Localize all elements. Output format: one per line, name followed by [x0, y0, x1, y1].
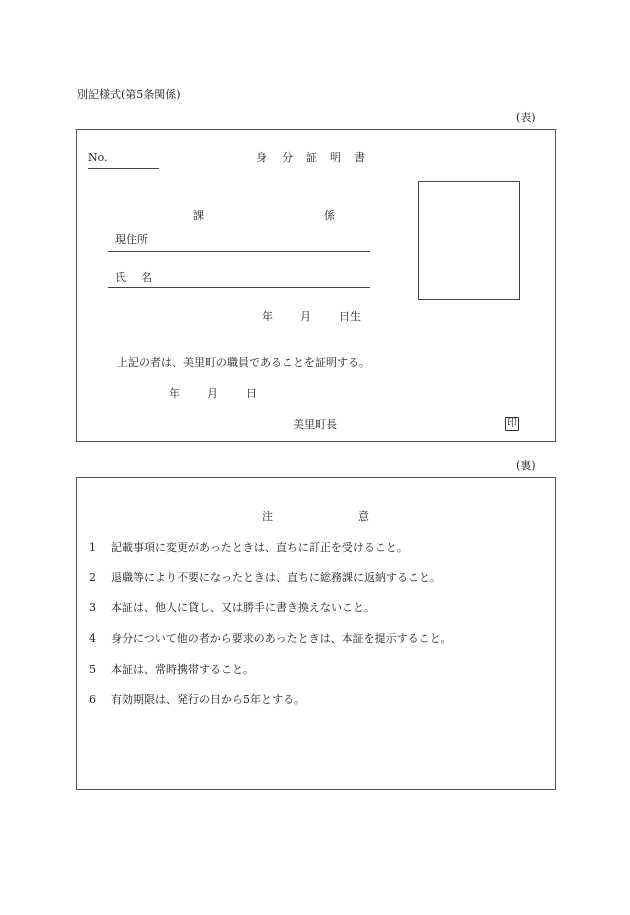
form-label: 別記様式(第5条関係) [77, 88, 181, 101]
name-label-char: 名 [141, 271, 152, 284]
note-text: 本証は、常時携帯すること。 [111, 663, 254, 676]
issue-day-label: 日 [246, 387, 257, 400]
back-label: (裏) [516, 459, 536, 472]
front-title-char: 明 [330, 151, 341, 164]
front-label: (表) [516, 111, 536, 124]
note-text: 身分について他の者から要求のあったときは、本証を提示すること。 [111, 632, 452, 645]
birth-month-label: 月 [300, 310, 311, 323]
name-underline [108, 287, 370, 288]
seal-box: 印 [507, 418, 517, 429]
note-text: 記載事項に変更があったときは、直ちに訂正を受けること。 [111, 541, 408, 554]
birth-year-label: 年 [262, 310, 273, 323]
issue-month-label: 月 [207, 387, 218, 400]
note-number: 4 [89, 632, 96, 645]
address-label: 現住所 [115, 233, 148, 246]
back-title-char: 意 [358, 510, 369, 523]
front-title-char: 書 [354, 151, 365, 164]
front-title-char: 証 [306, 151, 317, 164]
photo-frame [418, 181, 520, 300]
front-title-char: 身 [256, 151, 267, 164]
note-number: 1 [89, 541, 96, 554]
note-text: 退職等により不要になったときは、直ちに総務課に返納すること。 [111, 571, 441, 584]
note-number: 2 [89, 571, 96, 584]
no-underline [88, 168, 159, 169]
note-number: 5 [89, 663, 96, 676]
kakari-label: 係 [324, 209, 335, 222]
certify-text: 上記の者は、美里町の職員であることを証明する。 [117, 356, 370, 369]
front-title-char: 分 [282, 151, 293, 164]
note-number: 3 [89, 601, 96, 614]
ka-label: 課 [193, 209, 204, 222]
name-label-char: 氏 [115, 271, 126, 284]
back-title-char: 注 [262, 510, 273, 523]
note-text: 本証は、他人に貸し、又は勝手に書き換えないこと。 [111, 601, 375, 614]
mayor-label: 美里町長 [293, 418, 337, 431]
note-number: 6 [89, 693, 96, 706]
issue-year-label: 年 [169, 387, 180, 400]
note-text: 有効期限は、発行の日から5年とする。 [111, 693, 305, 706]
no-label: No. [88, 151, 108, 164]
birth-day-label: 日生 [339, 310, 361, 323]
address-underline [108, 251, 370, 252]
